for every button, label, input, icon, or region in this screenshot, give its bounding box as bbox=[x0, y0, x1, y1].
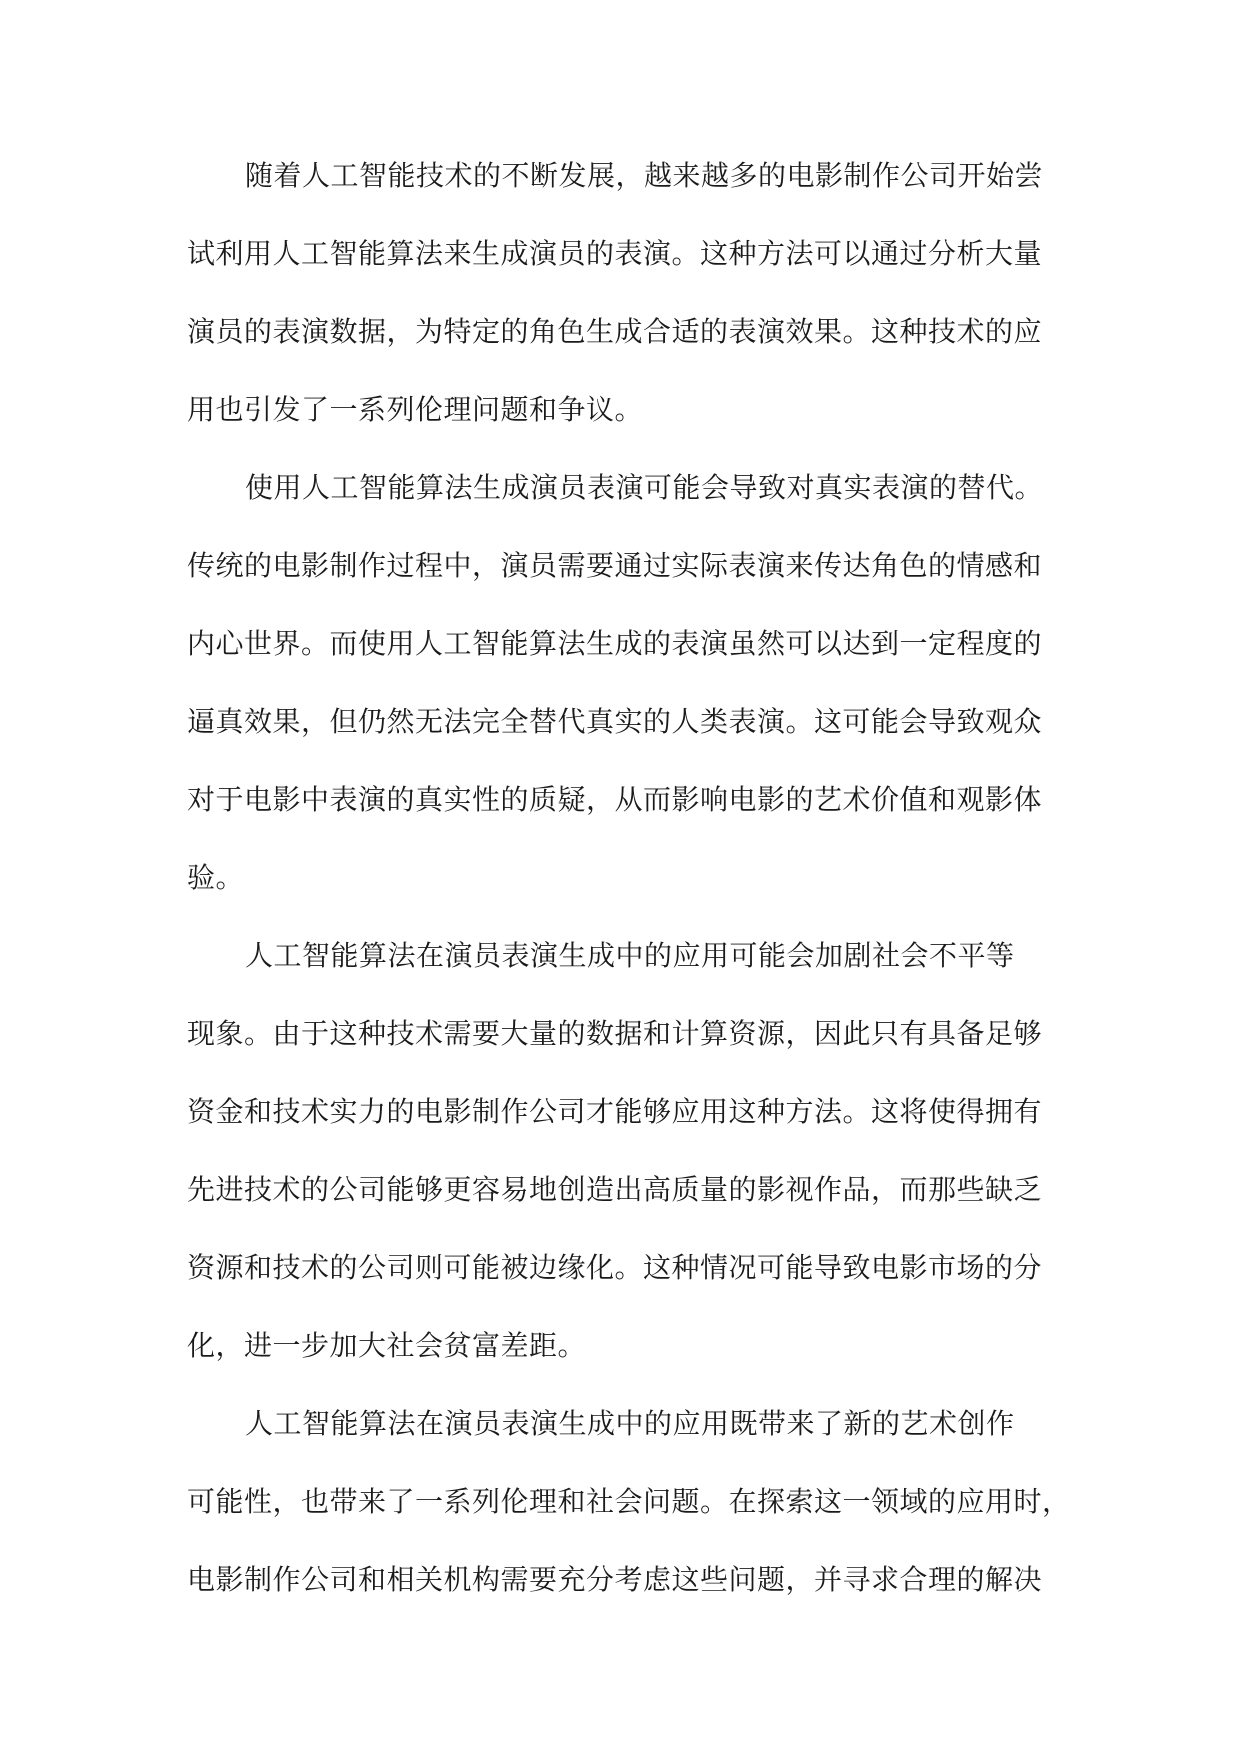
paragraph-line: 内心世界。而使用人工智能算法生成的表演虽然可以达到一定程度的 bbox=[187, 627, 1043, 660]
paragraph-line: 演员的表演数据，为特定的角色生成合适的表演效果。这种技术的应 bbox=[187, 315, 1043, 348]
paragraph-line: 对于电影中表演的真实性的质疑，从而影响电影的艺术价值和观影体 bbox=[187, 783, 1043, 816]
paragraph-line: 使用人工智能算法生成演员表演可能会导致对真实表演的替代。 bbox=[245, 471, 1044, 504]
paragraph-line: 电影制作公司和相关机构需要充分考虑这些问题，并寻求合理的解决 bbox=[187, 1563, 1043, 1596]
paragraph-line: 现象。由于这种技术需要大量的数据和计算资源，因此只有具备足够 bbox=[187, 1017, 1043, 1050]
document-body bbox=[187, 146, 1071, 1628]
paragraph-line: 先进技术的公司能够更容易地创造出高质量的影视作品，而那些缺乏 bbox=[187, 1173, 1043, 1206]
paragraph-3 bbox=[187, 926, 1057, 1394]
paragraph-line: 用也引发了一系列伦理问题和争议。 bbox=[187, 393, 644, 426]
paragraph-line: 传统的电影制作过程中，演员需要通过实际表演来传达角色的情感和 bbox=[187, 549, 1043, 582]
paragraph-line: 资金和技术实力的电影制作公司才能够应用这种方法。这将使得拥有 bbox=[187, 1095, 1043, 1128]
paragraph-line: 随着人工智能技术的不断发展，越来越多的电影制作公司开始尝 bbox=[245, 159, 1044, 192]
paragraph-2 bbox=[187, 458, 1057, 926]
paragraph-line: 人工智能算法在演员表演生成中的应用可能会加剧社会不平等 bbox=[245, 939, 1015, 972]
paragraph-4 bbox=[187, 1394, 1071, 1628]
paragraph-line: 人工智能算法在演员表演生成中的应用既带来了新的艺术创作 bbox=[245, 1407, 1015, 1440]
paragraph-line: 可能性，也带来了一系列伦理和社会问题。在探索这一领域的应用时， bbox=[187, 1485, 1071, 1518]
paragraph-line: 化，进一步加大社会贫富差距。 bbox=[187, 1329, 587, 1362]
paragraph-line: 资源和技术的公司则可能被边缘化。这种情况可能导致电影市场的分 bbox=[187, 1251, 1043, 1284]
paragraph-1 bbox=[187, 146, 1057, 458]
paragraph-line: 试利用人工智能算法来生成演员的表演。这种方法可以通过分析大量 bbox=[187, 237, 1043, 270]
paragraph-line: 验。 bbox=[187, 861, 245, 894]
paragraph-line: 逼真效果，但仍然无法完全替代真实的人类表演。这可能会导致观众 bbox=[187, 705, 1043, 738]
